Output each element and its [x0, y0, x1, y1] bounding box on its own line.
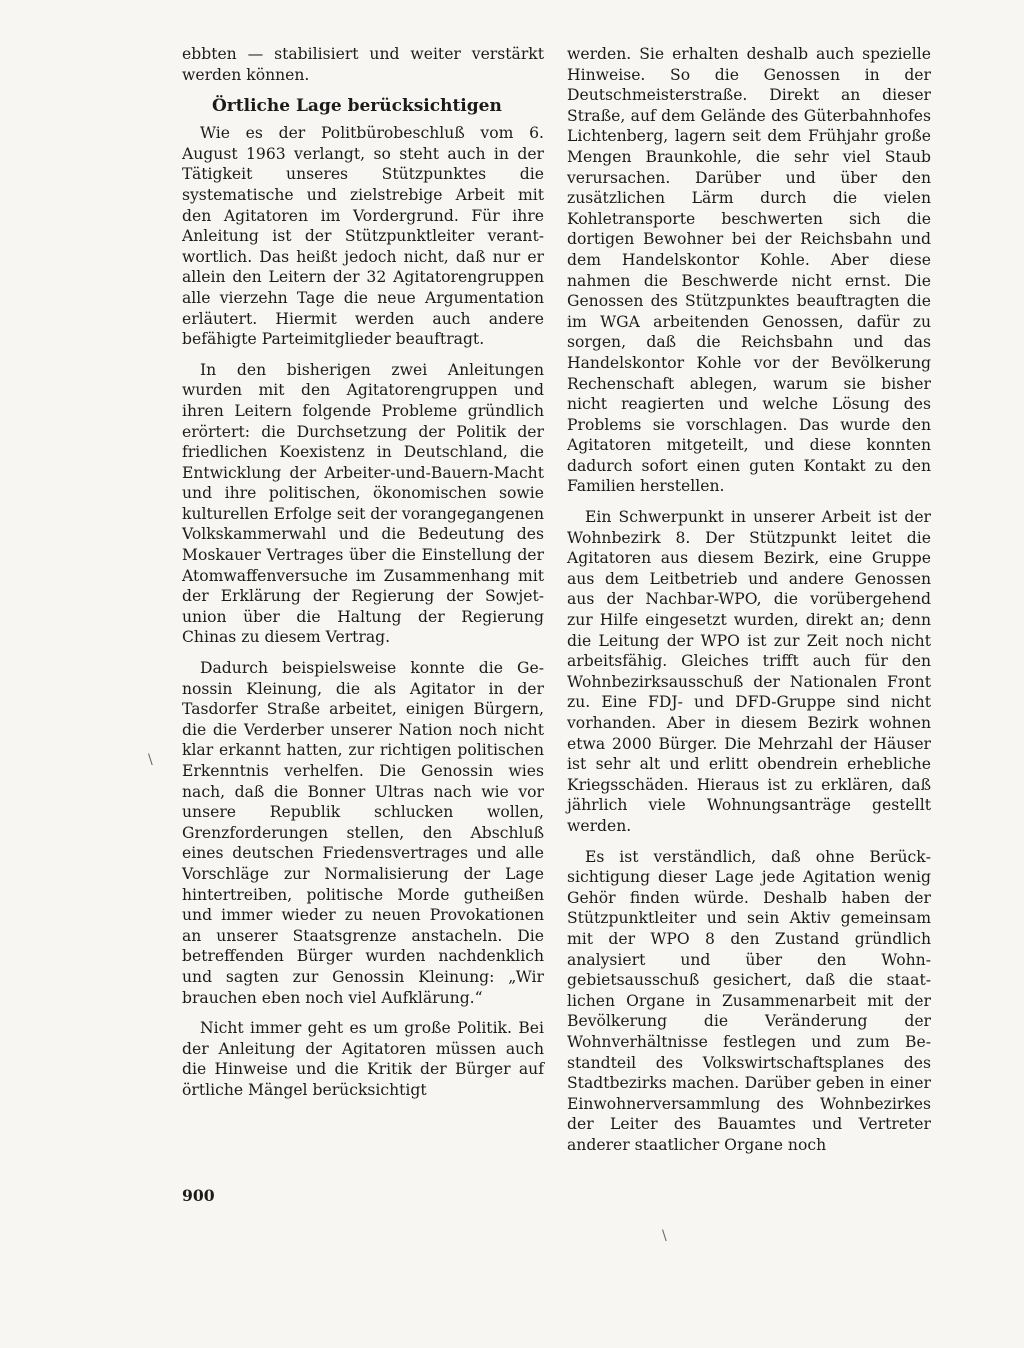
- paragraph: Ein Schwerpunkt in unserer Arbeit ist der Wohnbezirk 8. Der Stützpunkt leitet die Agitatoren aus diesem Bezirk, eine Gruppe aus dem Leitbetrieb und andere Genossen aus der Nachbar-WPO, die vorübergehend zur Hilfe eingesetzt wurden, direkt an; denn die Leitung der WPO ist zur Zeit noch nicht arbeitsfähig. Gleiches trifft auch für den Wohnbezirksausschuß der Nationalen Front zu. Eine FDJ- und DFD-Gruppe sind nicht vorhanden. Aber in diesem Bezirk wohnen etwa 2000 Bürger. Die Mehrzahl der Häuser ist sehr alt und erlitt obendrein erhebliche Kriegsschäden. Hieraus ist zu erklären, daß jährlich viele Wohnungsanträge gestellt werden.: [567, 508, 931, 835]
- paragraph: werden. Sie erhalten deshalb auch spezielle Hinweise. So die Genossen in der Deutschmeisterstraße. Direkt an dieser Straße, auf dem Gelände des Güterbahnhofes Lichtenberg, lagern seit dem Frühjahr große Mengen Braunkohle, die sehr viel Staub verursachen. Darüber und über den zusätzlichen Lärm durch die vielen Kohletransporte beschwerten sich die dortigen Bewohner bei der Reichsbahn und dem Handelskontor Kohle. Aber diese nahmen die Beschwerde nicht ernst. Die Genossen des Stützpunktes beauftragten die im WGA arbeitenden Genossen, dafür zu sorgen, daß die Reichsbahn und das Handelskontor Kohle vor der Bevölkerung Rechenschaft ablegen, warum sie bisher nicht reagierten und welche Lösung des Problems sie vorschlagen. Das wurde den Agitatoren mitgeteilt, und diese konnten dadurch sofort einen guten Kontakt zu den Familien herstellen.: [567, 45, 931, 496]
- paragraph: Wie es der Politbürobeschluß vom 6. August 1963 verlangt, so steht auch in der Tätigkeit unseres Stützpunktes die systematische und zielstrebige Arbeit mit den Agitatoren im Vordergrund. Für ihre Anleitung ist der Stützpunktleiter verantwortlich. Das heißt jedoch nicht, daß nur er allein den Leitern der 32 Agitatorengruppen alle vierzehn Tage die neue Argumentation erläutert. Hiermit werden auch andere befähigte Parteimitglieder beauftragt.: [182, 124, 544, 349]
- scan-mark: \: [148, 752, 153, 768]
- scan-mark: \: [662, 1228, 667, 1244]
- paragraph: Es ist verständlich, daß ohne Berücksichtigung dieser Lage jede Agitation wenig Gehör finden würde. Deshalb haben der Stützpunktleiter und sein Aktiv gemeinsam mit der WPO 8 den Zustand gründlich analysiert und über den Wohngebietsausschuß gesichert, daß die staatlichen Organe in Zusammenarbeit mit der Bevölkerung die Veränderung der Wohnverhältnisse festlegen und zum Bestandteil des Volkswirtschaftsplanes des Stadtbezirks machen. Darüber geben in einer Einwohnerversammlung des Wohnbezirkes der Leiter des Bauamtes und Vertreter anderer staatlicher Organe noch: [567, 847, 931, 1154]
- paragraph: ebbten — stabilisiert und weiter verstärkt werden können.: [182, 45, 544, 84]
- paragraph: Nicht immer geht es um große Politik. Bei der Anleitung der Agitatoren müssen auch die Hinweise und die Kritik der Bürger auf örtliche Mängel berücksichtigt: [182, 1019, 544, 1099]
- section-heading: Örtliche Lage berücksichtigen: [212, 96, 502, 117]
- right-column: [567, 44, 931, 1165]
- left-column: [182, 44, 544, 1111]
- page-number: 900: [182, 1186, 215, 1205]
- paragraph: In den bisherigen zwei Anleitungen wurden mit den Agitatorengruppen und ihren Leitern folgende Probleme gründlich erörtert: die Durchsetzung der Politik der friedlichen Koexistenz in Deutschland, die Entwicklung der Arbeiter-und-Bauern-Macht und ihre politischen, ökonomischen sowie kulturellen Erfolge seit der vorangegangenen Volkskammerwahl und die Bedeutung des Moskauer Vertrages über die Einstellung der Atomwaffenversuche im Zusammenhang mit der Erklärung der Regierung der Sowjetunion über die Haltung der Regierung Chinas zu diesem Vertrag.: [182, 360, 544, 647]
- paragraph: Dadurch beispielsweise konnte die Genossin Kleinung, die als Agitator in der Tasdorfer Straße arbeitet, einigen Bürgern, die die Verderber unserer Nation noch nicht klar erkannt hatten, zur richtigen politischen Erkenntnis verhelfen. Die Genossin wies nach, daß die Bonner Ultras nach wie vor unsere Republik schlucken wollen, Grenzforderungen stellen, den Abschluß eines deutschen Friedensvertrages und alle Vorschläge zur Normalisierung der Lage hintertreiben, politische Morde gutheißen und immer wieder zu neuen Provokationen an unserer Staatsgrenze anstacheln. Die betreffenden Bürger wurden nachdenklich und sagten zur Genossin Kleinung: „Wir brauchen eben noch viel Aufklärung.“: [182, 659, 544, 1007]
